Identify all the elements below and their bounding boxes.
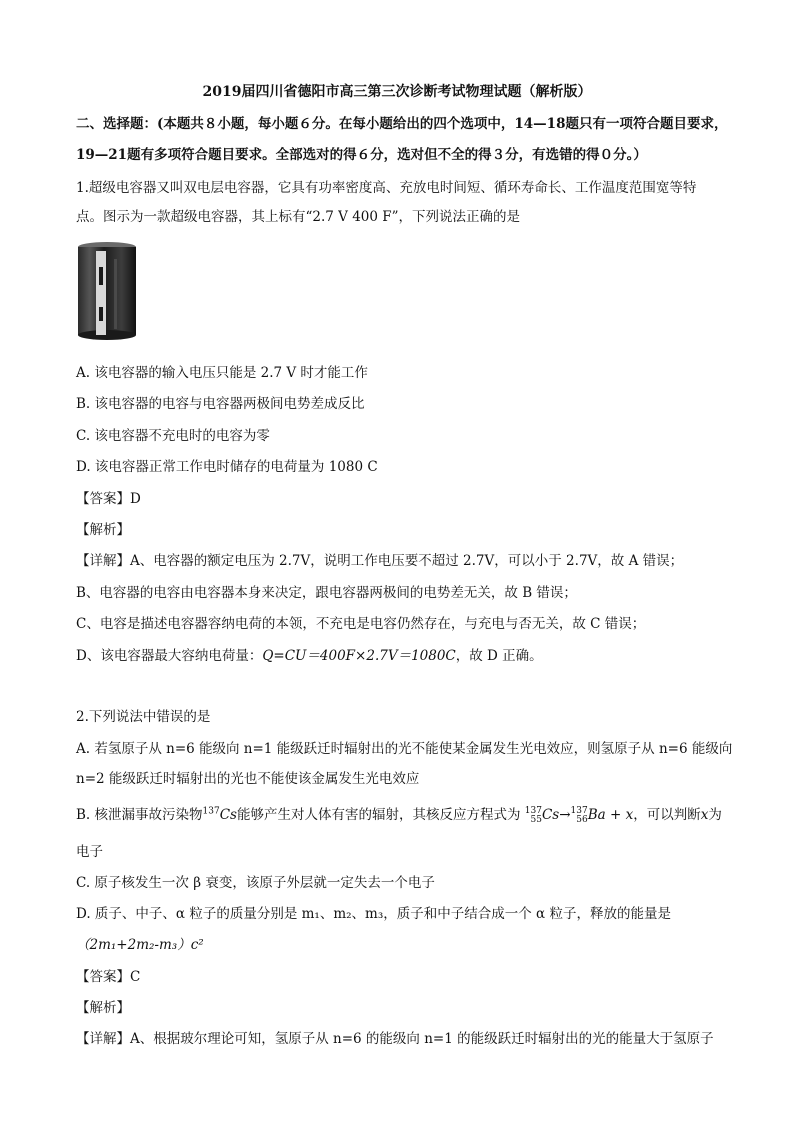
question-2-answer: 【答案】C — [76, 969, 141, 985]
detail-d-formula: Q=CU＝400F×2.7V＝1080C — [262, 648, 456, 664]
question-2-option-c: C. 原子核发生一次 β 衰变，该原子外层就一定失去一个电子 — [76, 875, 435, 891]
option-b-end: 为 — [708, 807, 722, 823]
question-2-option-b-line-2: 电子 — [76, 844, 103, 860]
eq-cs-mass: 137 — [524, 805, 542, 816]
eq-cs-symbol: Cs — [541, 807, 560, 823]
cs-symbol: Cs — [219, 807, 237, 823]
section-heading-line-2: 19—21题有多项符合题目要求。全部选对的得６分，选对但不全的得３分，有选错的得０分。） — [76, 147, 647, 163]
question-1-detail-c: C、电容是描述电容器容纳电荷的本领，不充电是电容仍然存在，与充电与否无关，故 C 错误； — [76, 616, 646, 632]
eq-cs-z: 55 — [530, 814, 542, 825]
section-heading-line-1: 二、选择题：(本题共８小题，每小题６分。在每小题给出的四个选项中，14—18题只有一项符合题目要求， — [76, 116, 728, 132]
question-2-option-d-line-1: D. 质子、中子、α 粒子的质量分别是 m₁、m₂、m₃，质子和中子结合成一个 α 粒子，释放的能量是 — [76, 906, 671, 922]
question-1-detail-d — [76, 647, 736, 665]
supercapacitor-image — [76, 241, 138, 341]
question-2-option-a-line-1: A. 若氢原子从 n=6 能级向 n=1 能级跃迁时辐射出的光不能使某金属发生光电效应，则氢原子从 n=6 能级向 — [76, 741, 733, 757]
question-1-detail-a: 【详解】A、电容器的额定电压为 2.7V，说明工作电压要不超过 2.7V，可以小于 2.7V，故 A 错误； — [76, 553, 684, 569]
option-b-prefix: B. 核泄漏事故污染物 — [76, 807, 203, 823]
question-2-stem: 2.下列说法中错误的是 — [76, 709, 211, 725]
eq-cs-nuclide — [525, 807, 542, 825]
question-1-stem-line-2: 点。图示为一款超级电容器，其上标有“2.7 V 400 F”，下列说法正确的是 — [76, 209, 521, 225]
detail-d-prefix: D、该电容器最大容纳电荷量： — [76, 648, 263, 664]
question-1-option-a: A. 该电容器的输入电压只能是 2.7 V 时才能工作 — [76, 365, 368, 381]
question-2-option-b-line-1 — [76, 806, 736, 825]
eq-ba-mass: 137 — [570, 805, 588, 816]
question-2-option-a-line-2: n=2 能级跃迁时辐射出的光也不能使该金属发生光电效应 — [76, 771, 420, 787]
detail-d-suffix: ，故 D 正确。 — [455, 648, 543, 664]
cs-mass-number: 137 — [202, 806, 220, 817]
document-title: 2019届四川省德阳市高三第三次诊断考试物理试题（解析版） — [202, 84, 592, 100]
option-b-suffix: ，可以判断 — [633, 807, 701, 823]
question-1-stem-line-1: 1.超级电容器又叫双电层电容器，它具有功率密度高、充放电时间短、循环寿命长、工作温度范围宽等特 — [76, 180, 697, 196]
question-2-option-d-line-2: （2m₁+2m₂-m₃）c² — [76, 937, 204, 953]
eq-ba-z: 56 — [576, 814, 588, 825]
question-1-answer: 【答案】D — [76, 491, 141, 507]
eq-ba-nuclide — [571, 807, 588, 825]
eq-arrow: → — [559, 807, 571, 823]
question-1-detail-b: B、电容器的电容由电容器本身来决定，跟电容器两极间的电势差无关，故 B 错误； — [76, 585, 577, 601]
question-2-analysis-label: 【解析】 — [76, 1000, 130, 1016]
question-1-option-d: D. 该电容器正常工作电时储存的电荷量为 1080 C — [76, 459, 378, 475]
question-1-option-b: B. 该电容器的电容与电容器两极间电势差成反比 — [76, 396, 365, 412]
question-1-analysis-label: 【解析】 — [76, 522, 130, 538]
eq-ba-symbol: Ba + x — [587, 807, 634, 823]
option-b-mid: 能够产生对人体有害的辐射，其核反应方程式为 — [236, 807, 521, 823]
question-1-option-c: C. 该电容器不充电时的电容为零 — [76, 428, 270, 444]
x-variable: x — [700, 807, 709, 823]
question-2-detail-a: 【详解】A、根据玻尔理论可知，氢原子从 n=6 的能级向 n=1 的能级跃迁时辐射出的光的能量大于氢原子 — [76, 1031, 714, 1047]
